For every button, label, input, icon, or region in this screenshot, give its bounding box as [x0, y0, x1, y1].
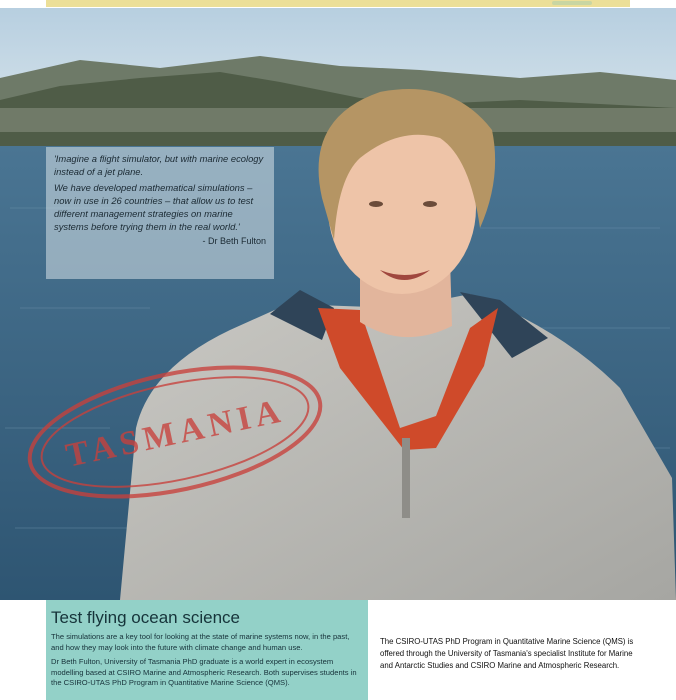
program-note-text: The CSIRO-UTAS PhD Program in Quantitative Marine Science (QMS) is offered through the University of Tasmania's specialist Institute for Marine and Antarctic Studies and CSIRO Marine and Atmospheric Research. — [380, 637, 634, 670]
feature-panel — [46, 600, 368, 700]
zipper — [402, 438, 410, 518]
eye-left — [369, 201, 383, 207]
quote-line-2: We have developed mathematical simulations – now in use in 26 countries – that allow us to test different management strategies on marine systems before trying them in the real world.' — [54, 182, 254, 232]
top-color-strip — [46, 0, 630, 7]
tasmania-stamp — [22, 352, 328, 512]
quote-box — [46, 147, 274, 279]
section-paragraph-2: Dr Beth Fulton, University of Tasmania PhD graduate is a world expert in ecosystem modelling based at CSIRO Marine and Atmospheric Research. Both supervises students in the CSIRO-UTAS PhD Program in Quantitative Marine Science (QMS). — [51, 657, 357, 687]
top-strip-accent — [552, 1, 592, 5]
program-note — [374, 636, 642, 672]
eye-right — [423, 201, 437, 207]
stamp-text: TASMANIA — [62, 392, 289, 475]
section-title: Test flying ocean science — [51, 608, 240, 627]
quote-attribution: - Dr Beth Fulton — [202, 236, 266, 246]
quote-line-1: 'Imagine a flight simulator, but with marine ecology instead of a jet plane. — [54, 153, 264, 177]
section-paragraph-1: The simulations are a key tool for looking at the state of marine systems now, in the past, and how they may look into the future with climate change and human use. — [51, 632, 350, 652]
